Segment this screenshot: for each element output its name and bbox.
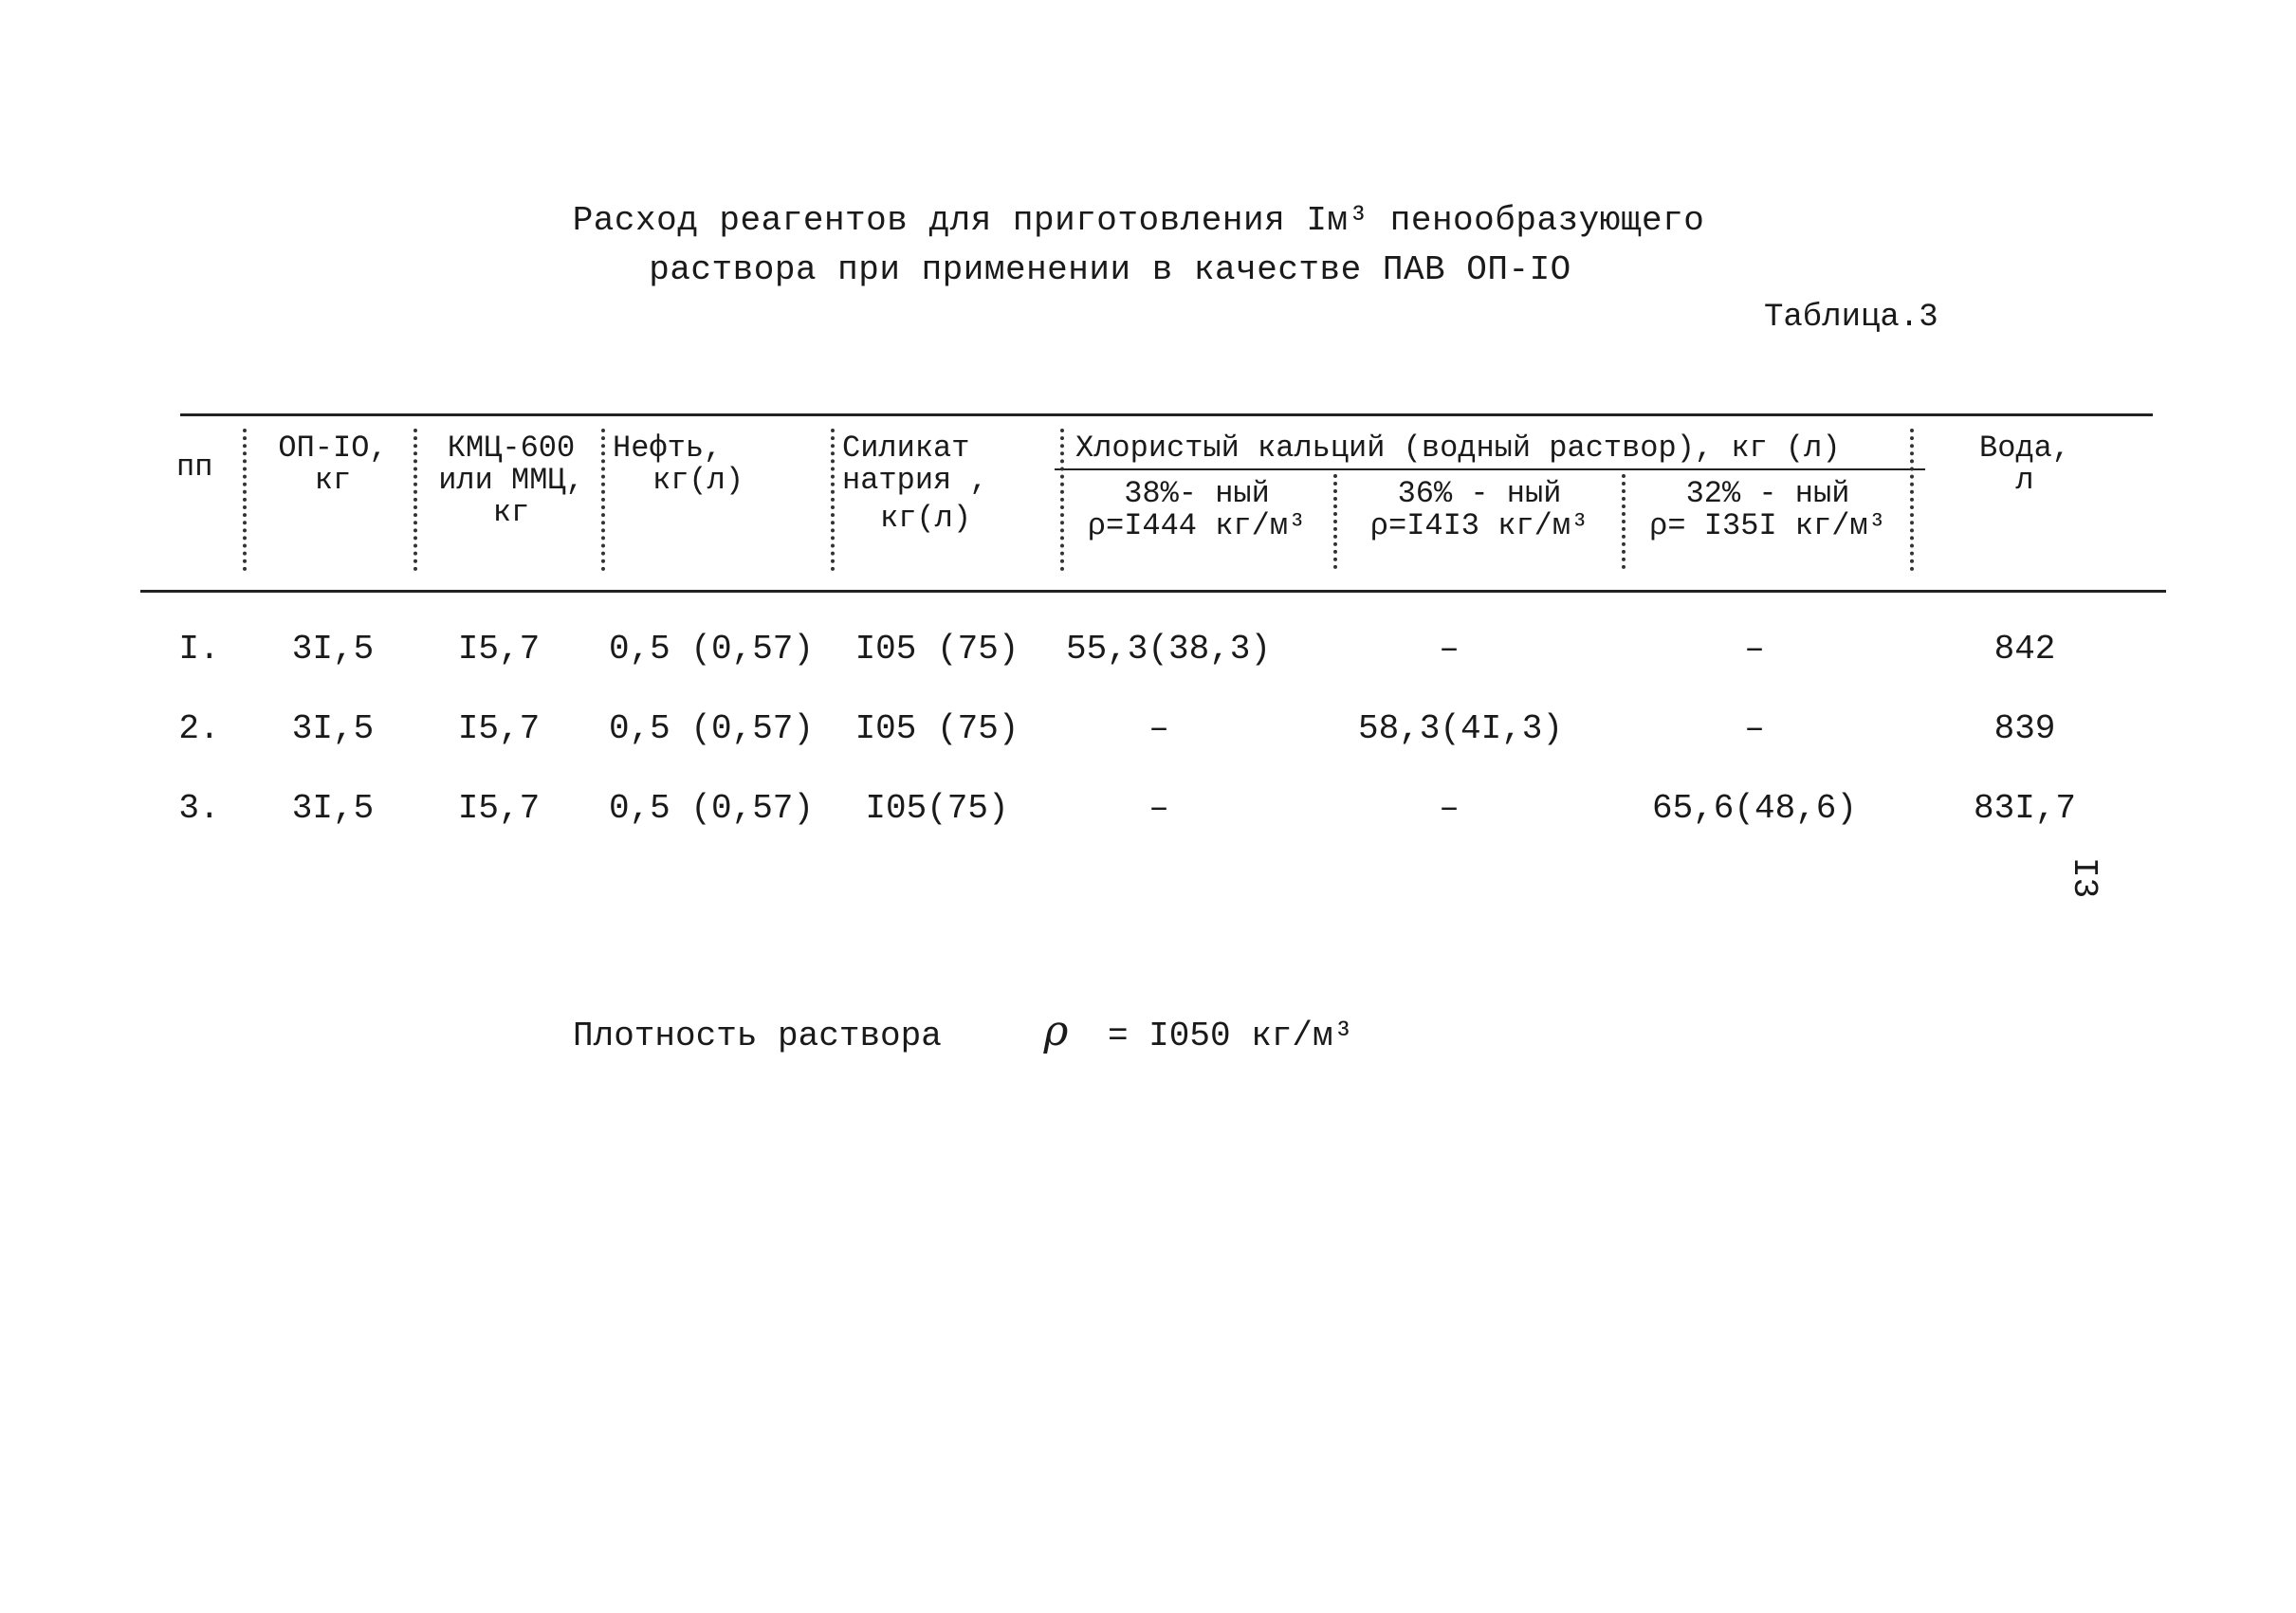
col-separator: [831, 429, 840, 571]
header-calcium-32-density: ρ= I35I кг/м³: [1649, 508, 1886, 543]
header-calcium-32-label: 32% - ный: [1685, 476, 1850, 511]
cell-water: 83I,7: [1973, 789, 2077, 828]
cell-silicate: I05 (75): [854, 709, 1019, 748]
cell-calcium-32: –: [1744, 709, 1765, 748]
header-op10-label: ОП-IO,: [278, 431, 388, 466]
cell-calcium-36: 58,3(4I,3): [1357, 709, 1564, 748]
table-title-line-2: раствора при применении в качестве ПАВ ОП-IO: [649, 250, 1571, 289]
header-calcium-36-density: ρ=I4I3 кг/м³: [1369, 508, 1589, 543]
table-title-line-1: Расход реагентов для приготовления Iм³ пенообразующего: [572, 201, 1705, 240]
cell-calcium-36: –: [1439, 630, 1460, 669]
cell-calcium-38: 55,3(38,3): [1065, 630, 1272, 669]
cell-calcium-32: 65,6(48,6): [1651, 789, 1858, 828]
header-oil: [613, 432, 821, 497]
header-water: [1954, 432, 2096, 497]
header-silicate-label: Силикат: [842, 431, 970, 466]
header-bottom-rule: [140, 590, 2166, 593]
header-silicate: [842, 432, 1051, 535]
header-water-unit: л: [2015, 463, 2034, 498]
col-separator: [601, 429, 611, 571]
header-water-label: Вода,: [1978, 431, 2070, 466]
header-kmc-label: КМЦ-600: [447, 431, 576, 466]
header-op10-unit: кг: [314, 463, 352, 498]
cell-calcium-38: –: [1148, 789, 1169, 828]
header-calcium-36: [1339, 478, 1620, 542]
table-top-rule: [180, 413, 2153, 416]
cell-op10: 3I,5: [291, 789, 375, 828]
cell-kmc: I5,7: [457, 630, 541, 669]
col-separator: [243, 429, 252, 571]
cell-calcium-32: –: [1744, 630, 1765, 669]
cell-kmc: I5,7: [457, 789, 541, 828]
header-oil-label: Нефть,: [613, 431, 723, 466]
cell-water: 839: [1993, 709, 2056, 748]
cell-water: 842: [1993, 630, 2056, 669]
header-calcium-38: [1060, 478, 1333, 542]
cell-silicate: I05(75): [865, 789, 1009, 828]
header-calcium-32: [1627, 478, 1908, 542]
col-separator: [413, 429, 423, 571]
cell-op10: 3I,5: [291, 709, 375, 748]
cell-oil: 0,5 (0,57): [608, 630, 815, 669]
header-kmc-alt: или ММЦ,: [438, 463, 584, 498]
density-label: Плотность раствора: [573, 1017, 942, 1055]
page-number: I3: [2065, 857, 2103, 899]
col-separator: [1910, 429, 1919, 571]
header-calcium-36-label: 36% - ный: [1397, 476, 1562, 511]
cell-calcium-38: –: [1148, 709, 1169, 748]
cell-silicate: I05 (75): [854, 630, 1019, 669]
density-line: [573, 1007, 1353, 1055]
cell-num: 2.: [178, 709, 220, 748]
density-symbol: ρ: [1043, 1007, 1069, 1055]
header-op10: [262, 432, 404, 497]
header-kmc-unit: кг: [492, 495, 530, 530]
cell-oil: 0,5 (0,57): [608, 709, 815, 748]
header-oil-unit: кг(л): [652, 463, 744, 498]
header-calcium-38-density: ρ=I444 кг/м³: [1087, 508, 1307, 543]
density-value: = I050 кг/м³: [1107, 1017, 1354, 1055]
cell-calcium-36: –: [1439, 789, 1460, 828]
cell-op10: 3I,5: [291, 630, 375, 669]
header-num: пп: [176, 449, 213, 485]
header-calcium-38-label: 38%- ный: [1124, 476, 1270, 511]
calcium-group-rule: [1055, 468, 1925, 470]
cell-num: I.: [178, 630, 220, 669]
header-kmc: [423, 432, 599, 529]
cell-oil: 0,5 (0,57): [608, 789, 815, 828]
header-silicate-label-2: натрия ,: [842, 463, 988, 498]
header-silicate-unit: кг(л): [880, 501, 972, 536]
cell-num: 3.: [178, 789, 220, 828]
header-calcium-group: Хлористый кальций (водный раствор), кг (л): [1075, 431, 1841, 466]
table-label: Таблица.3: [1764, 300, 1938, 336]
cell-kmc: I5,7: [457, 709, 541, 748]
